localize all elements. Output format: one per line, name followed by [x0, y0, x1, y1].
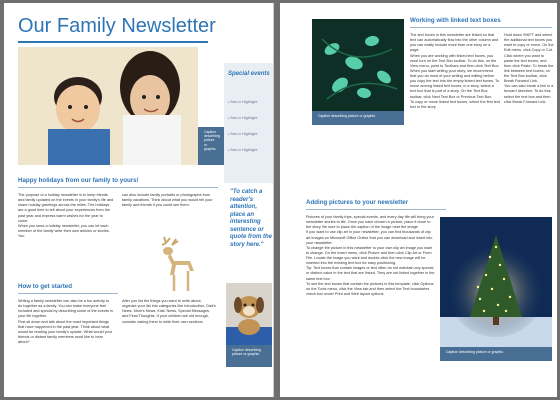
section-heading-get-started: How to get started [18, 283, 72, 290]
special-events-sidebar [224, 63, 274, 183]
adding-pictures-text: Pictures of your family trips, special events, and every day life will bring your newsletter stories to life. Once you have chosen a picture, place it close to the story. Be sure to place the caption of the image near the image. If you want to use clip art in your newsletter, you can find thousands of clip art images on Microsoft Office Online that you can download and insert into your newsletter. To change the picture in this newsletter to your own clip art image you want to change. On the Insert menu, click Picture and then click Clip Art or From File. Locate the image you want and double-click the new image will be inserted into the existing text box for easy positioning. Tip: Text boxes that contain images or text often do not maintain any special or distinct value in the text that are linked. They are not linked together in the same text box. To see the text boxes that contain the pictures in this template, click Options on the Tools menu, click the View tab and then select the Text boundaries check box under Print and Web layout options. [306, 215, 435, 296]
lights-caption-box [312, 111, 404, 125]
puppy-illustration [226, 283, 272, 345]
holidays-text-col2: can also include family portraits or photographs from family vacations. Think about what you would tell your family and friends if you could see them. [122, 193, 213, 208]
get-started-text-col1: Writing a family newsletter can also be a fun activity to do together as a family. You can make everyone feel included and special by describing some of the events in your life together. First sit down and talk about the most important things that have happened in the past year. Think about what would be reading your family's update. What would your friends or distant family members most like to hear about? [18, 299, 113, 344]
linked-text-col2: Hold down SHIFT and select the additional text boxes you want to copy or move. On the Edit menu, click Copy or Cut. Click where you want to paste the text boxes, and then click Paste. To break the link between text boxes, on the Text Box toolbar, click Break Forward Link. You can also break a link in a forward direction. To do this, select the text box and then click Break Forward Link. [504, 33, 554, 104]
photo-caption-box [198, 127, 224, 165]
section-rule [18, 187, 218, 188]
christmas-tree-illustration [440, 217, 552, 347]
section-rule [410, 27, 552, 28]
newsletter-page-left [4, 3, 274, 397]
newsletter-title: Our Family Newsletter [18, 15, 216, 37]
sidebar-bullet: • Add a Highlight [228, 131, 258, 136]
linked-text-col1: The text boxes in this newsletter are linked so that text can automatically flow into the other column and you can easily include more than one story on a page. When you are working with linked text boxes, you must turn on the Text Box toolbar. To do this, on the View menu, point to Toolbars and then click Text Box. When you start writing your story, we recommend that you do most of your writing and editing before you copy the text into the empty linked text boxes. To move among linked text boxes, in a story, select a text box that is part of a story. On the Text Box toolbar, click Next Text Box or Previous Text Box. To copy or move linked text boxes, select the first text box in the story [410, 33, 500, 109]
holiday-lights-photo[interactable] [312, 19, 404, 111]
title-rule [18, 41, 208, 43]
sidebar-bullet: • Add a Highlight [228, 147, 258, 152]
reindeer-ornament [150, 235, 200, 295]
tree-caption-box [440, 347, 552, 361]
photo-caption: Caption describing picture or graphic. [204, 130, 220, 151]
christmas-tree-photo[interactable] [440, 217, 552, 347]
section-rule [306, 209, 446, 210]
reindeer-icon [150, 235, 200, 295]
puppy-caption: Caption describing picture or graphic. [232, 348, 261, 357]
sidebar-heading: Special events [228, 71, 270, 77]
holidays-text-col1: The purpose of a holiday newsletter is to keep friends and family updated on the events in your family's life and share holiday greetings across the miles. The holidays are a good time to tell about your experiences from the past year and express warm wishes for the year to come. When you send a holiday newsletter, you can let each member of the family write their own articles or stories. You [18, 193, 114, 238]
section-heading-adding-pictures: Adding pictures to your newsletter [306, 199, 409, 206]
newsletter-page-right [280, 3, 557, 397]
puppy-photo[interactable] [226, 283, 272, 345]
get-started-text-col2: After you list the things you want to write about, organize your list into categories like Introduction, Dad's News, Mom's News, Kids' News, Special Messages, and Final Thoughts. If your children are old enough, consider asking them to write their own sections. [122, 299, 216, 324]
tree-caption: Caption describing picture or graphic. [446, 350, 504, 354]
lights-caption: Caption describing picture or graphic. [318, 114, 376, 118]
sidebar-bullet: • Add a Highlight [228, 99, 258, 104]
lights-illustration [312, 19, 404, 111]
section-heading-holidays: Happy holidays from our family to yours! [18, 177, 139, 184]
section-heading-linked-text: Working with linked text boxes [410, 17, 501, 24]
kids-photo[interactable] [18, 47, 198, 165]
sidebar-bullet: • Add a Highlight [228, 115, 258, 120]
kids-photo-illustration [18, 47, 198, 165]
pull-quote: "To catch a reader's attention, place an interesting sentence or quote from the story here." [230, 189, 272, 248]
puppy-caption-box [226, 345, 272, 367]
section-rule [18, 293, 118, 294]
